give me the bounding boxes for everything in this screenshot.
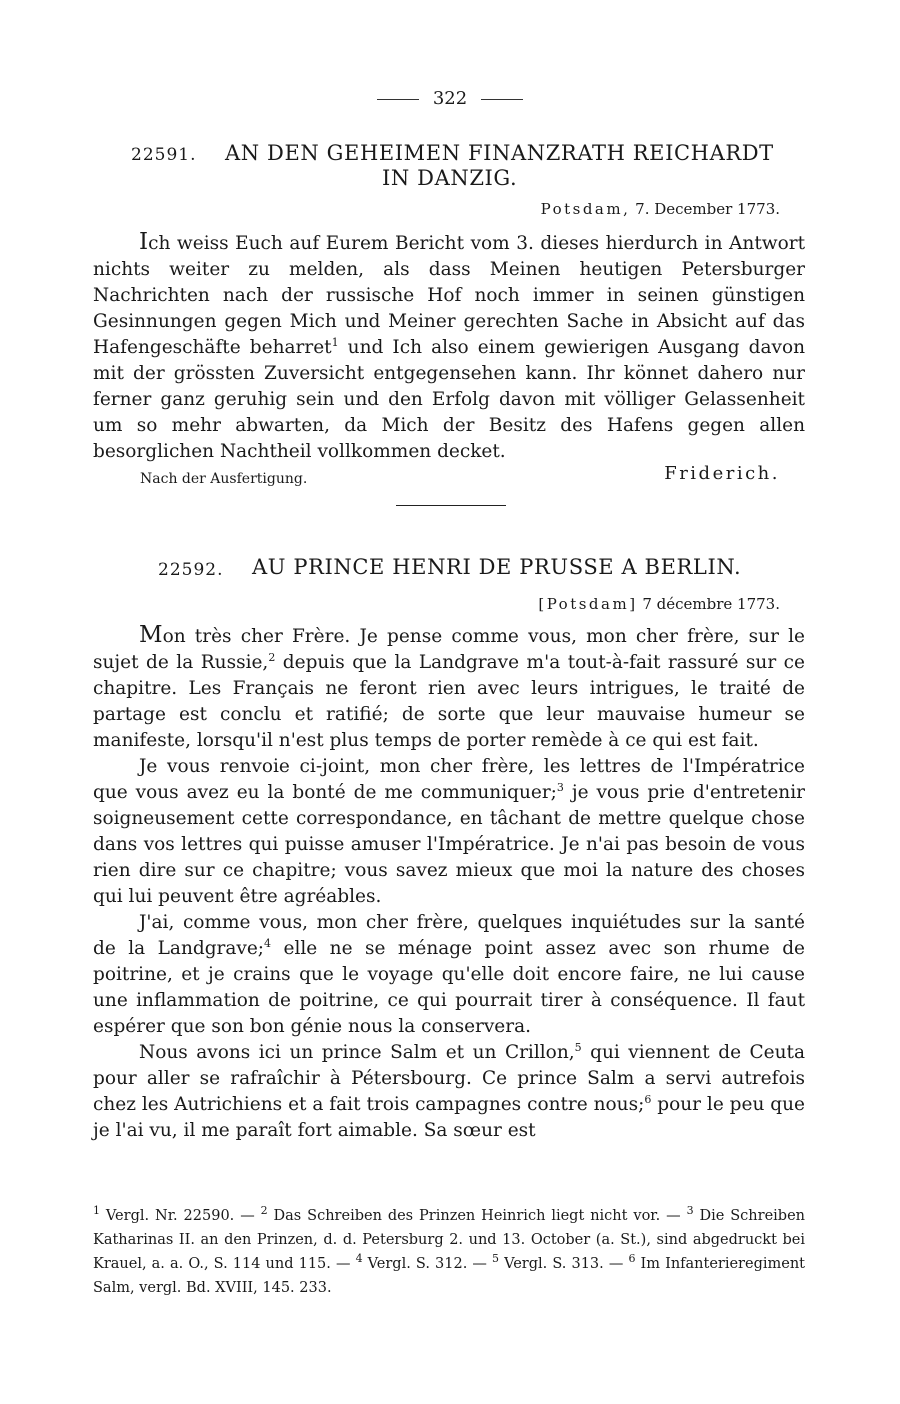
section-divider bbox=[396, 505, 506, 506]
letter2-date: 7 décembre 1773. bbox=[642, 595, 780, 613]
letter1-heading-line2: IN DANZIG. bbox=[382, 166, 518, 190]
letter1-source-note: Nach der Ausfertigung. bbox=[140, 471, 308, 487]
footnote-ref-1[interactable]: 1 bbox=[331, 335, 339, 349]
footnote-ref-4[interactable]: 4 bbox=[264, 936, 272, 950]
footnote-ref-2[interactable]: 2 bbox=[268, 650, 276, 664]
letter2-p2-text-a: Je vous renvoie ci-joint, mon cher frère, les lettres de l'Impératrice que vous avez eu la bonté de me communiquer; bbox=[93, 756, 805, 803]
letter1-paragraph bbox=[93, 229, 805, 465]
letter2-p1-text-b: depuis que la Landgrave m'a tout-à-fait rassuré sur ce chapitre. Les Français ne feront rien avec leurs intrigues, le traité de partage est conclu et ratifié; de sorte que leur mauvaise humeur se manifeste, lorsqu'il n'est plus temps de porter remède à ce qui est fait. bbox=[93, 652, 805, 751]
letter2-paragraph-3 bbox=[93, 910, 805, 1040]
letter2-dateline bbox=[538, 595, 780, 613]
footnote-5 bbox=[492, 1252, 629, 1272]
letter2-paragraph-1 bbox=[93, 622, 805, 754]
footnote-4-mark: 4 bbox=[355, 1252, 363, 1266]
footnote-3-mark: 3 bbox=[686, 1204, 694, 1218]
letter1-date: 7. December 1773. bbox=[635, 200, 780, 218]
footnote-4-text: Vergl. S. 312. — bbox=[362, 1256, 492, 1272]
letter2-p4-text-a: Nous avons ici un prince Salm et un Crillon, bbox=[139, 1042, 575, 1063]
letter1-signature: Friderich. bbox=[664, 463, 780, 484]
footnote-4 bbox=[355, 1252, 492, 1272]
letter1-text-a: ch weiss Euch auf Eurem Bericht vom 3. dieses hierdurch in Antwort nichts weiter zu melden, als dass Meinen heutigen Petersburger Nachrichten nach der russische Hof noch immer in seinen günstigen Gesinnungen gegen Mich und Meiner gerechten Sache in Absicht auf das Hafengeschäfte beharret bbox=[93, 233, 805, 358]
letter1-initial: I bbox=[139, 229, 149, 255]
footnote-1-mark: 1 bbox=[93, 1204, 100, 1218]
page-header bbox=[0, 88, 900, 109]
header-dash-left bbox=[377, 99, 419, 100]
letter2-paragraph-2 bbox=[93, 754, 805, 910]
footnote-5-text: Vergl. S. 313. — bbox=[499, 1256, 629, 1272]
footnote-6-text: Im Infanterieregiment Salm, vergl. Bd. XVIII, 145. 233. bbox=[93, 1256, 805, 1296]
letter2-date-place: [Potsdam] bbox=[538, 595, 638, 613]
letter1-heading-line1: AN DEN GEHEIMEN FINANZRATH REICHARDT bbox=[225, 141, 774, 165]
footnote-6-mark: 6 bbox=[628, 1252, 636, 1266]
page-number: 322 bbox=[432, 88, 468, 109]
letter2-paragraph-4 bbox=[93, 1040, 805, 1144]
footnote-2 bbox=[260, 1204, 687, 1224]
footnotes bbox=[93, 1204, 805, 1300]
footnote-2-mark: 2 bbox=[260, 1204, 268, 1218]
footnote-3-text: Die Schreiben Katharinas II. an den Prinzen, d. d. Petersburg 2. und 13. October (a. St.), sind abgedruckt bei Krauel, a. a. O., S. 114 und 115. — bbox=[93, 1208, 805, 1272]
footnote-ref-5[interactable]: 5 bbox=[574, 1040, 582, 1054]
letter2-heading: AU PRINCE HENRI DE PRUSSE A BERLIN. bbox=[252, 555, 742, 579]
letter2-p4-text-b: qui viennent de Ceuta pour aller se rafraîchir à Pétersbourg. Ce prince Salm a servi autrefois chez les Autrichiens et a fait trois campagnes contre nous; bbox=[93, 1042, 805, 1115]
letter2-initial: M bbox=[139, 622, 163, 648]
footnote-ref-3[interactable]: 3 bbox=[556, 780, 564, 794]
letter1-body bbox=[93, 229, 805, 465]
letter2-body bbox=[93, 622, 805, 1144]
letter2-p2-text-b: je vous prie d'entretenir soigneusement cette correspondance, en tâchant de mettre quelque chose dans vos lettres qui puisse amuser l'Impératrice. Je n'ai pas besoin de vous rien dire sur ce chapitre; vous savez mieux que moi la nature des choses qui lui peuvent être agréables. bbox=[93, 782, 805, 907]
letter1-dateline bbox=[541, 200, 780, 218]
footnote-ref-6[interactable]: 6 bbox=[644, 1092, 652, 1106]
header-dash-right bbox=[481, 99, 523, 100]
letter2-p4-text-c: pour le peu que je l'ai vu, il me paraît fort aimable. Sa sœur est bbox=[93, 1094, 805, 1141]
letter2-p3-text-a: J'ai, comme vous, mon cher frère, quelques inquiétudes sur la santé de la Landgrave; bbox=[93, 912, 805, 959]
letter1-number: 22591. bbox=[131, 145, 197, 165]
footnote-5-mark: 5 bbox=[492, 1252, 499, 1266]
letter1-date-place: Potsdam, bbox=[540, 200, 631, 218]
footnote-2-text: Das Schreiben des Prinzen Heinrich liegt nicht vor. — bbox=[267, 1208, 687, 1224]
letter2-number: 22592. bbox=[158, 560, 224, 580]
letter1-text-b: und Ich also einem gewierigen Ausgang davon mit der grössten Zuversicht entgegensehen kann. Ihr könnet dahero nur ferner ganz geruhig sein und den Erfolg davon mit völliger Gelassenheit um so mehr abwarten, da Mich der Besitz des Hafens gegen allen besorglichen Nachtheil vollkommen decket. bbox=[93, 337, 806, 462]
footnote-1 bbox=[93, 1204, 261, 1224]
letter2-p1-text-a: on très cher Frère. Je pense comme vous, mon cher frère, sur le sujet de la Russie, bbox=[93, 626, 805, 673]
letter2-p3-text-b: elle ne se ménage point assez avec son rhume de poitrine, et je crains que le voyage qu'elle doit encore faire, ne lui cause une inflammation de poitrine, ce qui pourrait tirer à conséquence. Il faut espérer que son bon génie nous la conservera. bbox=[93, 938, 805, 1037]
footnote-1-text: Vergl. Nr. 22590. — bbox=[100, 1208, 261, 1224]
